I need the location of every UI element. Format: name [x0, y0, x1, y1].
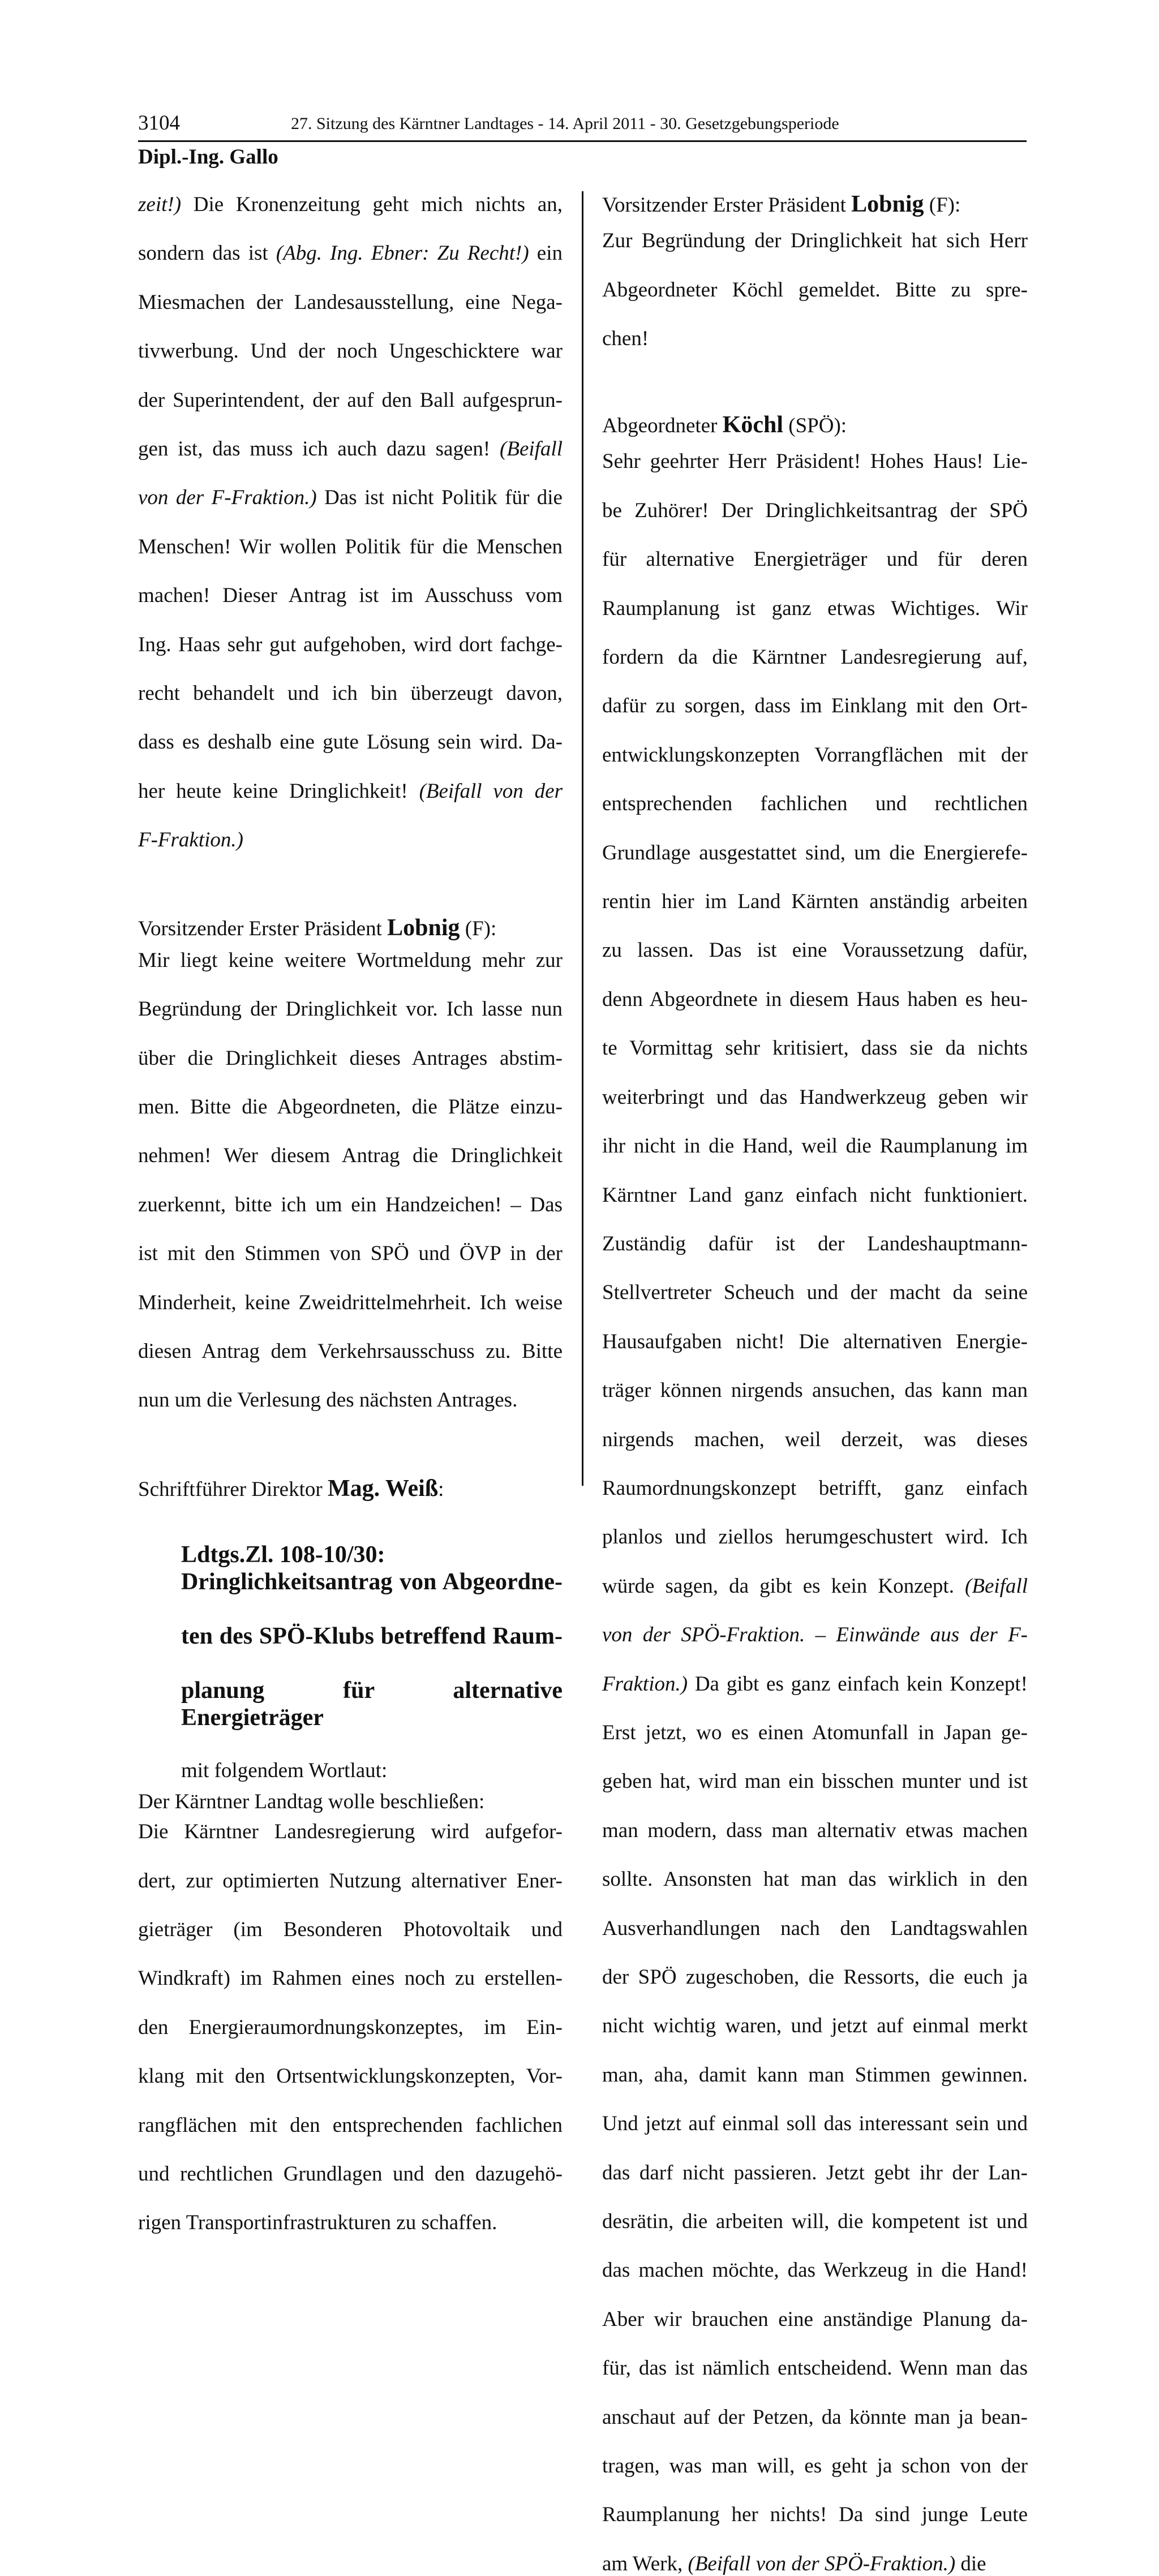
- text-line: ist mit den Stimmen von SPÖ und ÖVP in der: [138, 1242, 563, 1266]
- text-line: Menschen! Wir wollen Politik für die Menschen: [138, 535, 563, 558]
- resolution-intro: Der Kärntner Landtag wolle beschließen:: [138, 1790, 485, 1813]
- text-line: tivwerbung. Und der noch Ungeschicktere war: [138, 339, 563, 363]
- text-line: Grundlage ausgestattet sind, um die Energierefe-: [602, 841, 1028, 865]
- text-line: klang mit den Ortsentwicklungskonzepten, Vor-: [138, 2065, 563, 2088]
- running-title: 27. Sitzung des Kärntner Landtages - 14. April 2011 - 30. Gesetzgebungsperiode: [291, 114, 839, 133]
- speaker-role: Abgeordneter: [602, 414, 723, 438]
- text-line: man, aha, damit kann man Stimmen gewinnen.: [602, 2063, 1028, 2087]
- text-line: Abgeordneter Köchl gemeldet. Bitte zu spre-: [602, 278, 1028, 302]
- text-line: ihr nicht in die Hand, weil die Raumplanung im: [602, 1134, 1028, 1158]
- text-line: Ing. Haas sehr gut aufgehoben, wird dort fachge-: [138, 633, 563, 656]
- text-line: zu lassen. Das ist eine Voraussetzung dafür,: [602, 939, 1028, 962]
- motion-title-line: planung für alternative Energieträger: [181, 1677, 563, 1731]
- column-divider: [582, 191, 583, 1486]
- text-line: dafür zu sorgen, dass im Einklang mit den Ort-: [602, 694, 1028, 718]
- text-line: für alternative Energieträger und für deren: [602, 548, 1028, 571]
- text-line: denn Abgeordnete in diesem Haus haben es heu-: [602, 987, 1028, 1011]
- speaker-name: Lobnig: [387, 915, 460, 941]
- speaker-party: (SPÖ):: [783, 414, 847, 438]
- text-line: würde sagen, da gibt es kein Konzept. (Beifall: [602, 1574, 1028, 1598]
- text-line: zeit!) Die Kronenzeitung geht mich nichts an,: [138, 193, 563, 216]
- speaker-name: Mag. Weiß: [327, 1475, 439, 1502]
- text-line: Zur Begründung der Dringlichkeit hat sich Herr: [602, 229, 1028, 253]
- text-line: men. Bitte die Abgeordneten, die Plätze einzu-: [138, 1095, 563, 1119]
- text-line: am Werk, (Beifall von der SPÖ-Fraktion.) die: [602, 2552, 986, 2575]
- motion-intro: mit folgendem Wortlaut:: [181, 1758, 388, 1782]
- text-line: Zuständig dafür ist der Landeshauptmann-: [602, 1232, 1028, 1255]
- text-line: über die Dringlichkeit dieses Antrages abstim-: [138, 1046, 563, 1070]
- page-number: 3104: [138, 111, 180, 135]
- page-header: [138, 111, 1027, 142]
- text-line: entwicklungskonzepten Vorrangflächen mit der: [602, 743, 1028, 767]
- right-column: [602, 192, 1028, 2576]
- text-line: planlos und ziellos herumgeschustert wird. Ich: [602, 1525, 1028, 1549]
- paragraph: [602, 229, 1028, 351]
- left-column: [138, 192, 563, 2235]
- speaker-party: :: [438, 1477, 444, 1501]
- text-line: entsprechenden fachlichen und rechtlichen: [602, 792, 1028, 816]
- text-line: Miesmachen der Landesausstellung, eine Nega-: [138, 290, 563, 314]
- text-line: der SPÖ zugeschoben, die Ressorts, die euch ja: [602, 1966, 1028, 1989]
- text-line: tragen, was man will, es geht ja schon von der: [602, 2454, 1028, 2478]
- text-line: Mir liegt keine weitere Wortmeldung mehr zur: [138, 948, 563, 972]
- text-line: nun um die Verlesung des nächsten Antrages.: [138, 1388, 518, 1412]
- text-line: her heute keine Dringlichkeit! (Beifall von der: [138, 779, 563, 803]
- motion-title-line: Ldtgs.Zl. 108-10/30:: [181, 1541, 385, 1568]
- text-line: rentin hier im Land Kärnten anständig arbeiten: [602, 890, 1028, 914]
- text-line: von der F-Fraktion.) Das ist nicht Politik für die: [138, 486, 563, 510]
- speaker-line: [138, 1477, 563, 1502]
- text-line: chen!: [602, 327, 649, 351]
- motion-title-line: Dringlichkeitsantrag von Abgeordne-: [181, 1568, 563, 1595]
- text-line: das darf nicht passieren. Jetzt gebt ihr der Lan-: [602, 2161, 1028, 2184]
- text-line: rigen Transportinfrastrukturen zu schaffen.: [138, 2211, 497, 2235]
- text-line: träger können nirgends ansuchen, das kann man: [602, 1379, 1028, 1403]
- text-line: anschaut auf der Petzen, da könnte man ja bean-: [602, 2405, 1028, 2429]
- text-line: Und jetzt auf einmal soll das interessant sein und: [602, 2112, 1028, 2136]
- text-line: Sehr geehrter Herr Präsident! Hohes Haus! Lie-: [602, 450, 1028, 474]
- text-line: für, das ist nämlich entscheidend. Wenn man das: [602, 2356, 1028, 2380]
- text-line: dert, zur optimierten Nutzung alternativer Ener-: [138, 1869, 563, 1893]
- text-line: Stellvertreter Scheuch und der macht da seine: [602, 1281, 1028, 1305]
- text-line: sollte. Ansonsten hat man das wirklich in den: [602, 1868, 1028, 1891]
- speaker-role: Schriftführer Direktor: [138, 1477, 328, 1501]
- text-line: diesen Antrag dem Verkehrsausschuss zu. Bitte: [138, 1339, 563, 1363]
- text-line: das machen möchte, das Werkzeug in die Hand!: [602, 2259, 1028, 2282]
- text-line: von der SPÖ-Fraktion. – Einwände aus der F-: [602, 1623, 1028, 1647]
- text-line: Begründung der Dringlichkeit vor. Ich lasse nun: [138, 997, 563, 1021]
- text-line: dass es deshalb eine gute Lösung sein wird. Da-: [138, 730, 563, 754]
- speaker-party: (F):: [924, 193, 961, 217]
- speaker-line: [602, 413, 1028, 438]
- motion-title: [181, 1541, 563, 1758]
- text-line: recht behandelt und ich bin überzeugt davon,: [138, 682, 563, 706]
- text-line: sondern das ist (Abg. Ing. Ebner: Zu Recht!) ein: [138, 242, 563, 265]
- text-line: weiterbringt und das Handwerkzeug geben wir: [602, 1085, 1028, 1109]
- text-line: fordern da die Kärntner Landesregierung auf,: [602, 646, 1028, 669]
- text-line: Die Kärntner Landesregierung wird aufgefor-: [138, 1820, 563, 1844]
- text-line: nirgends machen, weil derzeit, was dieses: [602, 1427, 1028, 1451]
- text-line: Raumordnungskonzept betrifft, ganz einfach: [602, 1476, 1028, 1500]
- text-line: Aber wir brauchen eine anständige Planung da-: [602, 2307, 1028, 2331]
- text-line: Minderheit, keine Zweidrittelmehrheit. Ich weise: [138, 1291, 563, 1314]
- text-line: Hausaufgaben nicht! Die alternativen Energie-: [602, 1330, 1028, 1353]
- motion-title-line: ten des SPÖ-Klubs betreffend Raum-: [181, 1623, 563, 1649]
- paragraph: [138, 1820, 563, 2235]
- text-line: den Energieraumordnungskonzeptes, im Ein-: [138, 2015, 563, 2039]
- speaker-role: Vorsitzender Erster Präsident: [602, 193, 852, 217]
- text-line: Fraktion.) Da gibt es ganz einfach kein Konzept!: [602, 1672, 1028, 1696]
- speaker-line: [602, 192, 1028, 217]
- text-line: Erst jetzt, wo es einen Atomunfall in Japan ge-: [602, 1721, 1028, 1744]
- text-line: F-Fraktion.): [138, 828, 243, 852]
- paragraph: [138, 192, 563, 852]
- text-line: Raumplanung ist ganz etwas Wichtiges. Wir: [602, 596, 1028, 620]
- text-line: der Superintendent, der auf den Ball aufgesprun-: [138, 388, 563, 412]
- text-line: nicht wichtig waren, und jetzt auf einmal merkt: [602, 2014, 1028, 2038]
- paragraph: [602, 449, 1028, 2576]
- text-line: und rechtlichen Grundlagen und den dazugehö-: [138, 2162, 563, 2186]
- text-line: geben hat, wird man ein bisschen munter und ist: [602, 1770, 1028, 1794]
- speaker-line: [138, 916, 563, 941]
- speaker-role: Vorsitzender Erster Präsident: [138, 917, 388, 941]
- text-line: desrätin, die arbeiten will, die kompetent ist und: [602, 2210, 1028, 2234]
- text-line: gen ist, das muss ich auch dazu sagen! (Beifall: [138, 437, 563, 461]
- speaker-name: Lobnig: [851, 191, 924, 217]
- speaker-party: (F):: [460, 917, 497, 941]
- text-line: te Vormittag sehr kritisiert, dass sie da nichts: [602, 1037, 1028, 1060]
- text-line: Windkraft) im Rahmen eines noch zu erstellen-: [138, 1967, 563, 1990]
- text-line: nehmen! Wer diesem Antrag die Dringlichkeit: [138, 1144, 563, 1168]
- text-line: man modern, dass man alternativ etwas machen: [602, 1818, 1028, 1842]
- speaker-name: Köchl: [722, 412, 784, 438]
- text-line: Kärntner Land ganz einfach nicht funktioniert.: [602, 1183, 1028, 1207]
- paragraph: [138, 948, 563, 1413]
- text-line: rangflächen mit den entsprechenden fachlichen: [138, 2113, 563, 2137]
- text-line: gieträger (im Besonderen Photovoltaik und: [138, 1917, 563, 1941]
- text-line: be Zuhörer! Der Dringlichkeitsantrag der SPÖ: [602, 498, 1028, 522]
- text-line: Ausverhandlungen nach den Landtagswahlen: [602, 1916, 1028, 1940]
- speaker-heading: Dipl.-Ing. Gallo: [138, 145, 278, 169]
- text-line: Raumplanung her nichts! Da sind junge Leute: [602, 2503, 1028, 2527]
- text-line: zuerkennt, bitte ich um ein Handzeichen! – Das: [138, 1193, 563, 1216]
- text-line: machen! Dieser Antrag ist im Ausschuss vom: [138, 584, 563, 608]
